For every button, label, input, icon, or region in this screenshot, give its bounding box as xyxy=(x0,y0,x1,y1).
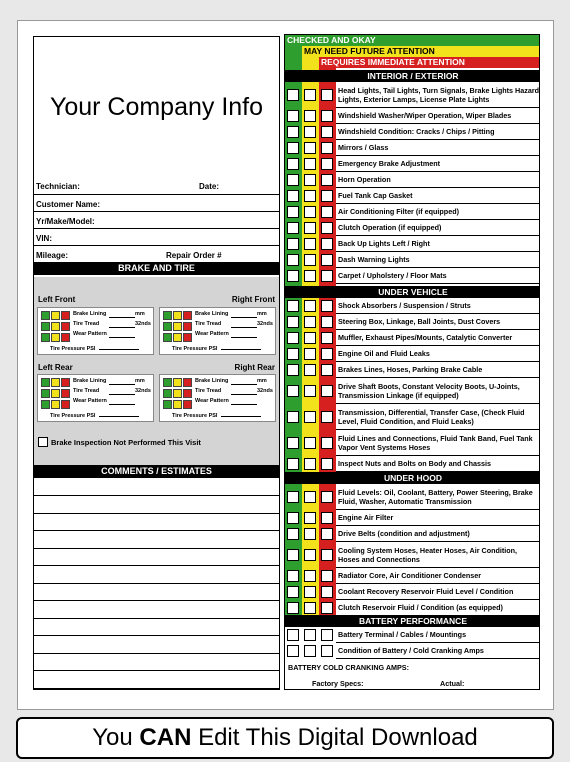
yellow-checkbox[interactable] xyxy=(304,586,316,598)
checklist-item-label: Brakes Lines, Hoses, Parking Brake Cable xyxy=(336,362,540,378)
yellow-checkbox[interactable] xyxy=(304,158,316,170)
checklist-item-label: Dash Warning Lights xyxy=(336,252,540,268)
green-checkbox[interactable] xyxy=(287,238,299,250)
checklist-item-label: Windshield Washer/Wiper Operation, Wiper Blades xyxy=(336,108,540,124)
tire-pressure-label: Tire Pressure PSI xyxy=(50,413,96,419)
checklist-item-label: Clutch Operation (if equipped) xyxy=(336,220,540,236)
mm-unit: mm xyxy=(135,311,145,317)
mileage-label: Mileage: xyxy=(36,251,69,260)
repair-order-label: Repair Order # xyxy=(166,251,222,260)
red-checkbox[interactable] xyxy=(321,629,333,641)
mileage-row[interactable] xyxy=(34,245,279,262)
red-checkbox[interactable] xyxy=(321,411,333,423)
red-checkbox[interactable] xyxy=(321,142,333,154)
checklist-item xyxy=(285,568,540,584)
legend-green: CHECKED AND OKAY xyxy=(285,35,540,46)
yellow-checkbox[interactable] xyxy=(304,549,316,561)
green-light[interactable] xyxy=(163,378,172,387)
traffic-lights xyxy=(163,311,192,344)
green-checkbox[interactable] xyxy=(287,206,299,218)
checklist-item-label: Air Conditioning Filter (if equipped) xyxy=(336,204,540,220)
green-light[interactable] xyxy=(163,322,172,331)
red-checkbox[interactable] xyxy=(321,512,333,524)
comment-line[interactable] xyxy=(34,653,279,654)
banner-bold: CAN xyxy=(139,724,192,751)
checklist-item-label: Fuel Tank Cap Gasket xyxy=(336,188,540,204)
nds-unit: 32nds xyxy=(257,388,273,394)
cca-label: BATTERY COLD CRANKING AMPS: xyxy=(288,663,409,672)
yellow-light[interactable] xyxy=(51,322,60,331)
red-checkbox[interactable] xyxy=(321,254,333,266)
checklist-item xyxy=(285,456,540,472)
red-light[interactable] xyxy=(183,333,192,342)
red-checkbox[interactable] xyxy=(321,222,333,234)
left-front-label: Left Front xyxy=(38,295,76,304)
checklist-item-label: Transmission, Differential, Transfer Case, (Check Fluid Level, Fluid Condition, and Fluid Leaks) xyxy=(336,404,540,430)
right-front-label: Right Front xyxy=(231,295,275,304)
traffic-lights xyxy=(41,378,70,411)
tire-tread-label: Tire Tread xyxy=(73,321,100,327)
yellow-light[interactable] xyxy=(51,400,60,409)
yellow-light[interactable] xyxy=(173,400,182,409)
red-checkbox[interactable] xyxy=(321,126,333,138)
red-checkbox[interactable] xyxy=(321,190,333,202)
checklist-item xyxy=(285,236,540,252)
red-light[interactable] xyxy=(183,400,192,409)
red-checkbox[interactable] xyxy=(321,110,333,122)
checklist-item xyxy=(285,156,540,172)
checklist-item xyxy=(285,204,540,220)
yellow-checkbox[interactable] xyxy=(304,126,316,138)
red-light[interactable] xyxy=(183,311,192,320)
green-checkbox[interactable] xyxy=(287,549,299,561)
date-label: Date: xyxy=(199,182,220,191)
checklist-item-label: Shock Absorbers / Suspension / Struts xyxy=(336,298,540,314)
comment-line[interactable] xyxy=(34,548,279,549)
checklist-item xyxy=(285,172,540,188)
checklist-item-label: Inspect Nuts and Bolts on Body and Chassis xyxy=(336,456,540,472)
checklist-item-label: Fluid Levels: Oil, Coolant, Battery, Power Steering, Brake Fluid, Washer, Automatic Transmission xyxy=(336,484,540,510)
green-checkbox[interactable] xyxy=(287,411,299,423)
red-checkbox[interactable] xyxy=(321,238,333,250)
vin-row[interactable] xyxy=(34,228,279,245)
red-checkbox[interactable] xyxy=(321,316,333,328)
checklist-item xyxy=(285,430,540,456)
comment-line[interactable] xyxy=(34,565,279,566)
checklist-item-label: Mirrors / Glass xyxy=(336,140,540,156)
tire-tread-label: Tire Tread xyxy=(195,321,222,327)
yellow-checkbox[interactable] xyxy=(304,238,316,250)
red-checkbox[interactable] xyxy=(321,206,333,218)
tire-pressure-label: Tire Pressure PSI xyxy=(50,346,96,352)
green-light[interactable] xyxy=(163,333,172,342)
green-checkbox[interactable] xyxy=(287,158,299,170)
checklist-item-label: Cooling System Hoses, Heater Hoses, Air Condition, Hoses and Connections xyxy=(336,542,540,568)
green-checkbox[interactable] xyxy=(287,528,299,540)
checklist-item-label: Engine Oil and Fluid Leaks xyxy=(336,346,540,362)
green-light[interactable] xyxy=(41,322,50,331)
checklist-item xyxy=(285,298,540,314)
checklist-item-label: Clutch Reservoir Fluid / Condition (as equipped) xyxy=(336,600,540,616)
yellow-checkbox[interactable] xyxy=(304,174,316,186)
yellow-checkbox[interactable] xyxy=(304,411,316,423)
yellow-checkbox[interactable] xyxy=(304,570,316,582)
tire-tread-label: Tire Tread xyxy=(73,388,100,394)
green-checkbox[interactable] xyxy=(287,300,299,312)
red-checkbox[interactable] xyxy=(321,645,333,657)
banner-post: Edit This Digital Download xyxy=(191,724,478,751)
brake-lining-label: Brake Lining xyxy=(195,311,229,317)
red-checkbox[interactable] xyxy=(321,458,333,470)
comment-line[interactable] xyxy=(34,530,279,531)
yr-make-model-label: Yr/Make/Model: xyxy=(36,217,95,226)
brake-tire-area xyxy=(34,277,279,469)
green-checkbox[interactable] xyxy=(287,270,299,282)
red-checkbox[interactable] xyxy=(321,300,333,312)
technician-row[interactable] xyxy=(34,177,279,194)
checklist-item xyxy=(285,627,540,643)
comment-line[interactable] xyxy=(34,600,279,601)
customer-name-label: Customer Name: xyxy=(36,200,101,209)
red-checkbox[interactable] xyxy=(321,586,333,598)
checklist-item xyxy=(285,510,540,526)
yellow-checkbox[interactable] xyxy=(304,385,316,397)
green-checkbox[interactable] xyxy=(287,629,299,641)
banner-pre: You xyxy=(92,724,140,751)
nds-unit: 32nds xyxy=(257,321,273,327)
red-checkbox[interactable] xyxy=(321,174,333,186)
yellow-checkbox[interactable] xyxy=(304,645,316,657)
company-info[interactable]: Your Company Info xyxy=(49,92,264,121)
checklist-item xyxy=(285,140,540,156)
battery-footer xyxy=(285,659,540,690)
comments-header: COMMENTS / ESTIMATES xyxy=(34,465,279,478)
legend-yellow: MAY NEED FUTURE ATTENTION xyxy=(302,46,540,57)
green-checkbox[interactable] xyxy=(287,437,299,449)
comment-line[interactable] xyxy=(34,688,279,689)
left-rear-label: Left Rear xyxy=(38,363,73,372)
red-checkbox[interactable] xyxy=(321,270,333,282)
left-panel xyxy=(33,36,280,690)
checklist-item xyxy=(285,268,540,284)
checklist-item-label: Emergency Brake Adjustment xyxy=(336,156,540,172)
yellow-checkbox[interactable] xyxy=(304,110,316,122)
green-checkbox[interactable] xyxy=(287,142,299,154)
checklist-item-label: Muffler, Exhaust Pipes/Mounts, Catalytic Converter xyxy=(336,330,540,346)
green-checkbox[interactable] xyxy=(287,645,299,657)
wear-pattern-label: Wear Pattern xyxy=(73,398,107,404)
legend-red: REQUIRES IMMEDIATE ATTENTION xyxy=(319,57,540,68)
left-rear-box xyxy=(37,374,154,422)
tire-tread-label: Tire Tread xyxy=(195,388,222,394)
green-checkbox[interactable] xyxy=(287,316,299,328)
right-front-box xyxy=(159,307,276,355)
traffic-lights xyxy=(41,311,70,344)
yellow-checkbox[interactable] xyxy=(304,142,316,154)
yellow-light[interactable] xyxy=(173,333,182,342)
checklist-item xyxy=(285,378,540,404)
yellow-light[interactable] xyxy=(51,333,60,342)
section-header-under-vehicle: UNDER VEHICLE xyxy=(285,286,540,298)
mm-unit: mm xyxy=(257,378,267,384)
technician-label: Technician: xyxy=(36,182,80,191)
checklist-item xyxy=(285,330,540,346)
checklist-panel xyxy=(284,34,540,690)
yellow-checkbox[interactable] xyxy=(304,206,316,218)
checklist-item-label: Battery Terminal / Cables / Mountings xyxy=(336,627,540,643)
red-checkbox[interactable] xyxy=(321,332,333,344)
yellow-checkbox[interactable] xyxy=(304,458,316,470)
red-light[interactable] xyxy=(61,333,70,342)
left-front-box xyxy=(37,307,154,355)
green-light[interactable] xyxy=(163,311,172,320)
green-checkbox[interactable] xyxy=(287,364,299,376)
checklist-item xyxy=(285,600,540,616)
green-checkbox[interactable] xyxy=(287,512,299,524)
green-light[interactable] xyxy=(41,333,50,342)
checklist-item xyxy=(285,526,540,542)
checklist-item-label: Engine Air Filter xyxy=(336,510,540,526)
checklist-item xyxy=(285,252,540,268)
checklist-item xyxy=(285,346,540,362)
actual-label[interactable]: Actual: xyxy=(440,679,465,688)
yellow-checkbox[interactable] xyxy=(304,332,316,344)
checklist-item xyxy=(285,124,540,140)
green-checkbox[interactable] xyxy=(287,385,299,397)
red-light[interactable] xyxy=(61,322,70,331)
yellow-checkbox[interactable] xyxy=(304,222,316,234)
section-header-interior: INTERIOR / EXTERIOR xyxy=(285,70,540,82)
wear-pattern-label: Wear Pattern xyxy=(195,398,229,404)
red-checkbox[interactable] xyxy=(321,491,333,503)
red-checkbox[interactable] xyxy=(321,570,333,582)
green-checkbox[interactable] xyxy=(287,348,299,360)
checklist-item xyxy=(285,362,540,378)
red-checkbox[interactable] xyxy=(321,549,333,561)
green-checkbox[interactable] xyxy=(287,222,299,234)
red-checkbox[interactable] xyxy=(321,528,333,540)
checklist-item xyxy=(285,404,540,430)
brake-not-performed[interactable] xyxy=(38,437,201,447)
green-checkbox[interactable] xyxy=(287,602,299,614)
green-light[interactable] xyxy=(41,311,50,320)
brake-tire-header: BRAKE AND TIRE xyxy=(34,262,279,275)
brake-lining-label: Brake Lining xyxy=(73,311,107,317)
yellow-checkbox[interactable] xyxy=(304,528,316,540)
mm-unit: mm xyxy=(135,378,145,384)
yellow-light[interactable] xyxy=(173,389,182,398)
checklist-item-label: Coolant Recovery Reservoir Fluid Level / Condition xyxy=(336,584,540,600)
comment-line[interactable] xyxy=(34,670,279,671)
factory-specs-label[interactable]: Factory Specs: xyxy=(312,679,364,688)
comment-line[interactable] xyxy=(34,583,279,584)
red-checkbox[interactable] xyxy=(321,348,333,360)
red-checkbox[interactable] xyxy=(321,385,333,397)
vin-label: VIN: xyxy=(36,234,52,243)
brake-not-performed-checkbox[interactable] xyxy=(38,437,48,447)
checklist-item-label: Windshield Condition: Cracks / Chips / Pitting xyxy=(336,124,540,140)
checklist-item-label: Back Up Lights Left / Right xyxy=(336,236,540,252)
tire-pressure-label: Tire Pressure PSI xyxy=(172,413,218,419)
green-light[interactable] xyxy=(41,400,50,409)
red-checkbox[interactable] xyxy=(321,602,333,614)
red-checkbox[interactable] xyxy=(321,364,333,376)
red-light[interactable] xyxy=(61,389,70,398)
right-rear-box xyxy=(159,374,276,422)
checklist-item xyxy=(285,314,540,330)
green-checkbox[interactable] xyxy=(287,570,299,582)
wear-pattern-label: Wear Pattern xyxy=(195,331,229,337)
checklist-item-label: Condition of Battery / Cold Cranking Amps xyxy=(336,643,540,659)
right-rear-label: Right Rear xyxy=(234,363,275,372)
comment-line[interactable] xyxy=(34,618,279,619)
red-checkbox[interactable] xyxy=(321,158,333,170)
green-checkbox[interactable] xyxy=(287,126,299,138)
red-light[interactable] xyxy=(183,378,192,387)
comment-line[interactable] xyxy=(34,495,279,496)
yellow-checkbox[interactable] xyxy=(304,89,316,101)
checklist-item xyxy=(285,643,540,659)
green-checkbox[interactable] xyxy=(287,491,299,503)
section-header-under-hood: UNDER HOOD xyxy=(285,472,540,484)
comment-line[interactable] xyxy=(34,513,279,514)
yellow-light[interactable] xyxy=(173,322,182,331)
yellow-checkbox[interactable] xyxy=(304,602,316,614)
yellow-light[interactable] xyxy=(51,311,60,320)
red-light[interactable] xyxy=(61,400,70,409)
yellow-checkbox[interactable] xyxy=(304,364,316,376)
green-light[interactable] xyxy=(41,389,50,398)
yellow-light[interactable] xyxy=(51,389,60,398)
checklist-item xyxy=(285,584,540,600)
yr-make-model-row[interactable] xyxy=(34,211,279,228)
yellow-checkbox[interactable] xyxy=(304,300,316,312)
checklist-item-label: Horn Operation xyxy=(336,172,540,188)
comment-line[interactable] xyxy=(34,635,279,636)
red-checkbox[interactable] xyxy=(321,89,333,101)
yellow-checkbox[interactable] xyxy=(304,629,316,641)
checklist-item-label: Head Lights, Tail Lights, Turn Signals, Brake Lights Hazard Lights, Exterior Lamps, License Plate Lights xyxy=(336,82,540,108)
yellow-checkbox[interactable] xyxy=(304,270,316,282)
yellow-checkbox[interactable] xyxy=(304,437,316,449)
red-checkbox[interactable] xyxy=(321,437,333,449)
nds-unit: 32nds xyxy=(135,321,151,327)
checklist-item-label: Fluid Lines and Connections, Fluid Tank Band, Fuel Tank Vapor Vent Systems Hoses xyxy=(336,430,540,456)
edit-banner xyxy=(16,717,554,759)
checklist-item-label: Drive Belts (condition and adjustment) xyxy=(336,526,540,542)
green-light[interactable] xyxy=(41,378,50,387)
checklist-item xyxy=(285,82,540,108)
brake-lining-label: Brake Lining xyxy=(195,378,229,384)
checklist-item-label: Carpet / Upholstery / Floor Mats xyxy=(336,268,540,284)
red-light[interactable] xyxy=(183,389,192,398)
yellow-checkbox[interactable] xyxy=(304,190,316,202)
mm-unit: mm xyxy=(257,311,267,317)
checklist-item-label: Steering Box, Linkage, Ball Joints, Dust Covers xyxy=(336,314,540,330)
green-light[interactable] xyxy=(163,400,172,409)
green-checkbox[interactable] xyxy=(287,110,299,122)
yellow-checkbox[interactable] xyxy=(304,491,316,503)
red-light[interactable] xyxy=(183,322,192,331)
green-checkbox[interactable] xyxy=(287,89,299,101)
yellow-checkbox[interactable] xyxy=(304,348,316,360)
checklist-item-label: Drive Shaft Boots, Constant Velocity Boots, U-Joints, Transmission Linkage (if equipped) xyxy=(336,378,540,404)
checklist-item xyxy=(285,220,540,236)
green-checkbox[interactable] xyxy=(287,254,299,266)
checklist-item-label: Radiator Core, Air Conditioner Condenser xyxy=(336,568,540,584)
red-light[interactable] xyxy=(61,378,70,387)
green-checkbox[interactable] xyxy=(287,174,299,186)
brake-lining-label: Brake Lining xyxy=(73,378,107,384)
green-checkbox[interactable] xyxy=(287,458,299,470)
customer-name-row[interactable] xyxy=(34,194,279,211)
checklist-item xyxy=(285,188,540,204)
yellow-light[interactable] xyxy=(51,378,60,387)
green-checkbox[interactable] xyxy=(287,332,299,344)
yellow-checkbox[interactable] xyxy=(304,254,316,266)
section-header-battery: BATTERY PERFORMANCE xyxy=(285,615,540,627)
traffic-lights xyxy=(163,378,192,411)
yellow-light[interactable] xyxy=(173,311,182,320)
nds-unit: 32nds xyxy=(135,388,151,394)
green-checkbox[interactable] xyxy=(287,190,299,202)
yellow-checkbox[interactable] xyxy=(304,316,316,328)
checklist-item xyxy=(285,542,540,568)
tire-pressure-label: Tire Pressure PSI xyxy=(172,346,218,352)
brake-not-performed-label: Brake Inspection Not Performed This Visit xyxy=(51,437,201,447)
yellow-checkbox[interactable] xyxy=(304,512,316,524)
yellow-light[interactable] xyxy=(173,378,182,387)
red-light[interactable] xyxy=(61,311,70,320)
checklist-item xyxy=(285,484,540,510)
checklist-item xyxy=(285,108,540,124)
wear-pattern-label: Wear Pattern xyxy=(73,331,107,337)
green-light[interactable] xyxy=(163,389,172,398)
green-checkbox[interactable] xyxy=(287,586,299,598)
